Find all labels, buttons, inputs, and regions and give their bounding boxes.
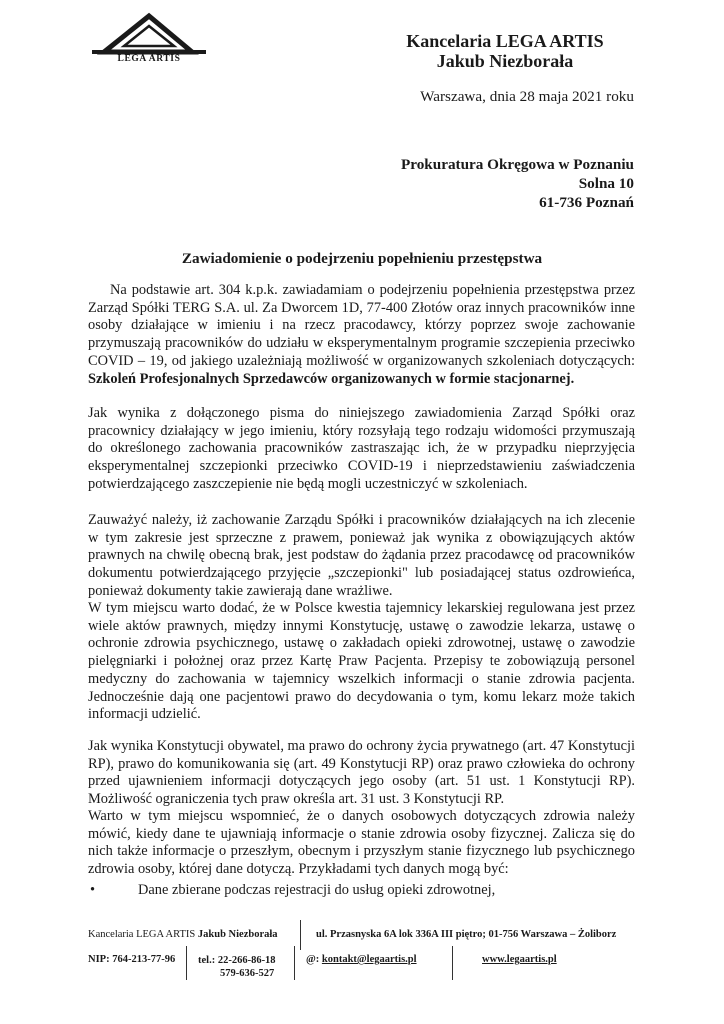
recipient-city: 61-736 Poznań bbox=[539, 194, 634, 211]
paragraph-5: Jak wynika Konstytucji obywatel, ma prawo do ochrony życia prywatnego (art. 47 Konstytucji RP), prawo do komunikowania się (art. 49 Konstytucji RP) oraz prawo człowieka do ochrony przed ujawnieniem informacji dotyczących jego osoby (art. 51 ust. 1 Konstytucji RP). Możliwość ograniczenia tych praw określa art. 31 ust. 3 Konstytucji RP. bbox=[88, 738, 635, 808]
footer-divider bbox=[294, 946, 295, 980]
firm-owner: Jakub Niezborała bbox=[436, 51, 574, 71]
paragraph-4: W tym miejscu warto dodać, że w Polsce kwestia tajemnicy lekarskiej regulowana jest przez wiele aktów prawnych, między innymi Konstytucję, ustawę o zawodzie lekarza, ustawę o ochronie zdrowia psychicznego, ustawę o zakładach opieki zdrowotnej, ustawę o zawodzie pielęgniarki i położnej oraz przez Kartę Praw Pacjenta. Przepisy te zobowiązują personel medyczny do zachowania w tajemnicy wszelkich informacji o stanie zdrowia pacjenta. Jednocześnie dają one pacjentowi prawo do decydowania o tym, komu lekarz może takich informacji udzielić. bbox=[88, 600, 635, 723]
firm-name: Kancelaria LEGA ARTIS bbox=[406, 31, 604, 51]
footer-nip: NIP: 764-213-77-96 bbox=[88, 954, 176, 965]
recipient-name: Prokuratura Okręgowa w Poznaniu bbox=[400, 156, 634, 173]
recipient-street: Solna 10 bbox=[578, 175, 634, 192]
footer-phones bbox=[198, 954, 276, 980]
bullet-icon: • bbox=[90, 882, 96, 898]
footer-divider bbox=[186, 946, 187, 980]
footer-firm bbox=[88, 929, 278, 940]
footer-firm-name: Jakub Niezborała bbox=[197, 929, 278, 940]
footer-email bbox=[306, 954, 417, 965]
company-logo bbox=[88, 12, 210, 70]
logo-triangle-icon bbox=[88, 12, 210, 56]
logo-text: LEGA ARTIS bbox=[117, 54, 181, 64]
paragraph-2: Jak wynika z dołączonego pisma do niniejszego zawiadomienia Zarząd Spółki oraz pracownicy działający w jego imieniu, który rozsyłają tego rodzaju widomości przymuszają do określonego zachowania pracowników zastraszając ich, że w przypadku nieprzyjęcia eksperymentalnej szczepionki przeciwko COVID-19 i nieprzedstawieniu zaświadczenia potwierdzającego zaszczepienie nie będą mogli uczestniczyć w szkoleniach. bbox=[88, 405, 635, 492]
letter-date: Warszawa, dnia 28 maja 2021 roku bbox=[420, 88, 634, 105]
email-icon: @: bbox=[306, 954, 322, 965]
footer-divider bbox=[300, 920, 301, 950]
list-item bbox=[90, 882, 495, 899]
letter-subject: Zawiadomienie o podejrzeniu popełnieniu przestępstwa bbox=[181, 250, 543, 267]
footer-phone-1: tel.: 22-266-86-18 bbox=[198, 955, 276, 966]
paragraph-6: Warto w tym miejscu wspomnieć, że o danych osobowych dotyczących zdrowia należy mówić, kiedy dane te ujawniają informacje o stanie zdrowia osoby fizycznej. Zalicza się do nich także informacje o przeszłym, obecnym i przyszłym stanie fizycznego lub psychicznego zdrowia osoby, której dane dotyczą. Przykładami tych danych mogą być: bbox=[88, 808, 635, 878]
paragraph-1-bold-text: Szkoleń Profesjonalnych Sprzedawców organizowanych w formie stacjonarnej. bbox=[88, 370, 575, 387]
website-link[interactable]: www.legaartis.pl bbox=[482, 954, 557, 965]
paragraph-1 bbox=[88, 282, 635, 388]
footer-address: ul. Przasnyska 6A lok 336A III piętro; 01-756 Warszawa – Żoliborz bbox=[316, 929, 617, 940]
paragraph-3: Zauważyć należy, iż zachowanie Zarządu Spółki i pracowników działających na ich zlecenie w tym zakresie jest sprzeczne z prawem, ponieważ jak wynika z obowiązujących aktów prawnych na chwilę obecną brak, jest podstaw do żądania przez pracodawcę od pracowników dokumentu potwierdzającego przyjęcie „szczepionki" lub posiadającej status ozdrowieńca, ponieważ dokumenty takie zawierają dane wrażliwe. bbox=[88, 512, 635, 599]
email-link[interactable]: kontakt@legaartis.pl bbox=[321, 954, 417, 965]
footer-firm-prefix: Kancelaria LEGA ARTIS bbox=[88, 929, 198, 940]
footer-phone-2: 579-636-527 bbox=[220, 968, 275, 979]
paragraph-1-text: Na podstawie art. 304 k.p.k. zawiadamiam o podejrzeniu popełnienia przestępstwa przez Zarząd Spółki TERG S.A. ul. Za Dworcem 1D, 77-400 Złotów oraz innych pracowników inne osoby działające w imieniu i na rzecz pracodawcy, którzy poprzez swoje zachowanie przymuszają pracowników do udziału w eksperymentalnym programie szczepienia przeciwko COVID – 19, od jakiego uzależniają możliwość w organizowanych szkoleniach dotyczących: bbox=[88, 282, 635, 369]
footer-divider bbox=[452, 946, 453, 980]
list-item-text: Dane zbierane podczas rejestracji do usług opieki zdrowotnej, bbox=[138, 882, 496, 898]
